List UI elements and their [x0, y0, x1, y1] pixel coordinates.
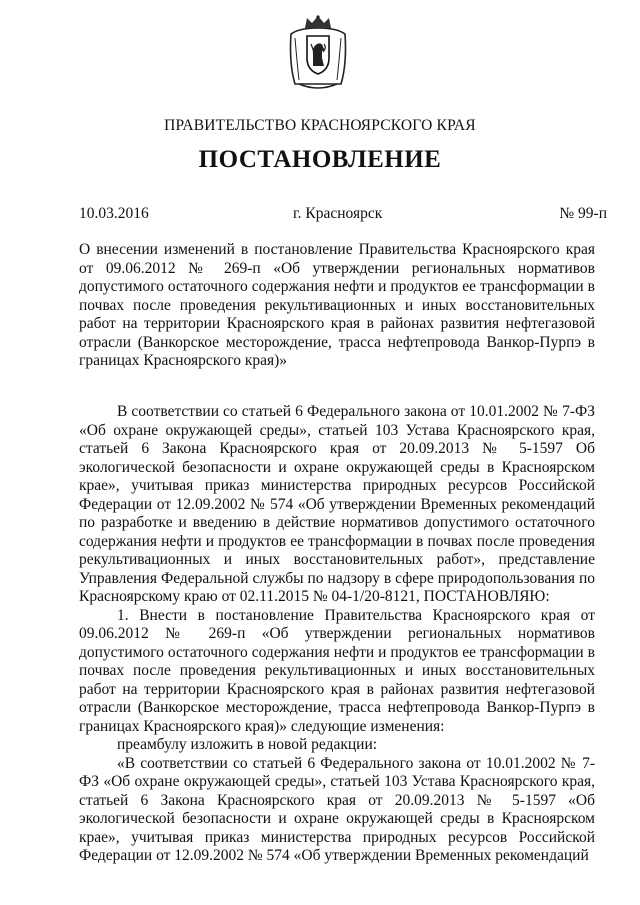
document-number: № 99-п — [559, 205, 607, 222]
document-city: г. Красноярск — [293, 205, 383, 222]
body-paragraph-preamble: В соответствии со статьей 6 Федерального закона от 10.01.2002 № 7-ФЗ «Об охране окружающей среды», статьей 103 Устава Красноярского края, статьей 6 Закона Красноярского края от 20.09.2013 № 5-1597 Об экологической безопасности и охране окружающей среды в Красноярском крае», учитывая приказ министерства природных ресурсов Российской Федерации от 12.09.2002 № 574 «Об утверждении Временных рекомендаций по разработке и введению в действие нормативов допустимого остаточного содержания нефти и продуктов ее трансформации в почвах после проведения рекультивационных и иных восстановительных работ», представление Управления Федеральной службы по надзору в сфере природопользования по Красноярскому краю от 02.11.2015 № 04-1/20-8121, ПОСТАНОВЛЯЮ: — [79, 403, 595, 605]
organization-heading: ПРАВИТЕЛЬСТВО КРАСНОЯРСКОГО КРАЯ — [164, 117, 476, 134]
body-paragraph-item-1: 1. Внести в постановление Правительства Красноярского края от 09.06.2012 № 269-п «Об утверждении региональных нормативов допустимого остаточного содержания нефти и продуктов ее трансформации в почвах после проведения рекультивационных и иных восстановительных работ на территории Красноярского края в районах развития нефтегазовой отрасли (Ванкорское месторождение, трасса нефтепровода Ванкор-Пурпэ в границах Красноярского края)» следующие изменения: — [79, 606, 595, 735]
document-title: ПОСТАНОВЛЕНИЕ — [198, 146, 442, 173]
document-date: 10.03.2016 — [79, 205, 149, 222]
document-subject: О внесении изменений в постановление Правительства Красноярского края от 09.06.2012 № 269-п «Об утверждении региональных нормативов допустимого остаточного содержания нефти и продуктов ее трансформации в почвах после проведения рекультивационных и иных восстановительных работ на территории Красноярского края в районах развития нефтегазовой отрасли (Ванкорское месторождение, трасса нефтепровода Ванкор-Пурпэ в границах Красноярского края)» — [79, 241, 595, 369]
body-paragraph-instruction: преамбулу изложить в новой редакции: — [117, 736, 378, 753]
coat-of-arms-icon — [287, 14, 349, 92]
document-body — [79, 403, 595, 866]
body-paragraph-quote: «В соответствии со статьей 6 Федерального закона от 10.01.2002 № 7-ФЗ «Об охране окружающей среды», статьей 103 Устава Красноярского края, статьей 6 Закона Красноярского края от 20.09.2013 № 5-1597 «Об экологической безопасности и охране окружающей среды в Красноярском крае», учитывая приказ министерства природных ресурсов Российской Федерации от 12.09.2002 № 574 «Об утверждении Временных рекомендаций — [79, 754, 595, 864]
